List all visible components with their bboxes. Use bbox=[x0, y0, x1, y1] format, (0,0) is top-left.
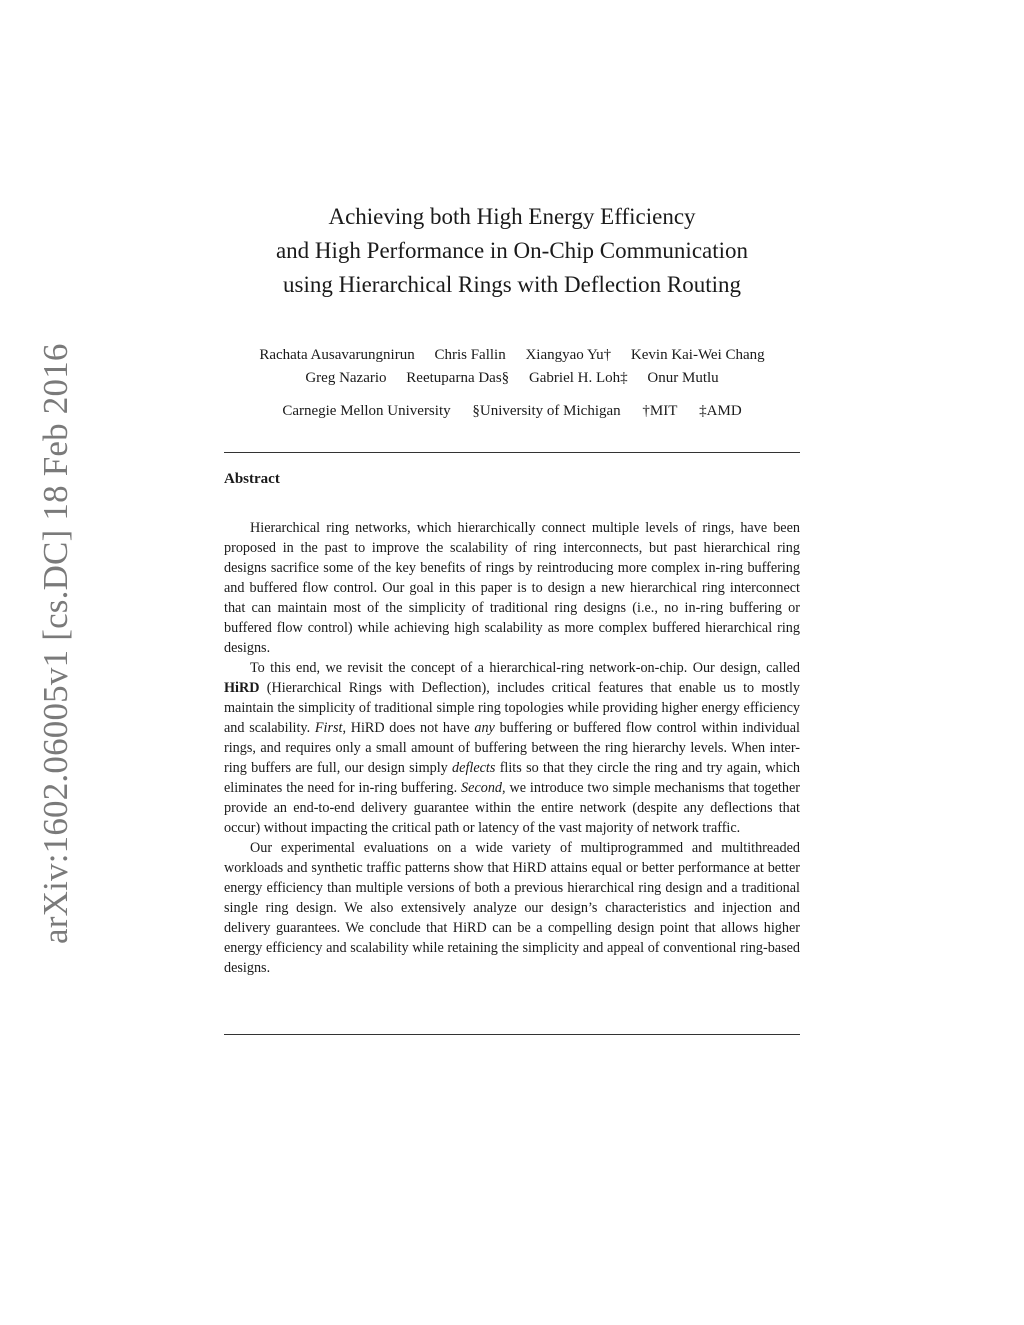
abstract-paragraph-2 bbox=[224, 658, 800, 838]
text-run: flits so that they circle the ring and try again, which eliminates the need for in-ring buffering. bbox=[224, 760, 800, 796]
author-name: Kevin Kai-Wei Chang bbox=[630, 347, 765, 363]
author-name: Rachata Ausavarungnirun bbox=[259, 347, 415, 363]
author-name: Reetuparna Das§ bbox=[406, 370, 510, 386]
emphasis-deflects: deflects bbox=[452, 760, 496, 776]
affiliation: §University of Michigan bbox=[472, 403, 621, 419]
abstract-paragraph-3: Our experimental evaluations on a wide variety of multiprogrammed and multithreaded workloads and synthetic traffic patterns show that HiRD attains equal or better performance at better energy efficiency than multiple versions of both a previous hierarchical ring design and a traditional single ring design. We also extensively analyze our design’s characteristics and injection and delivery guarantees. We conclude that HiRD can be a compelling design point that allows higher energy efficiency and scalability while retaining the simplicity and appeal of conventional ring-based designs. bbox=[224, 840, 800, 976]
emphasis-second: Second bbox=[461, 780, 503, 796]
abstract-heading: Abstract bbox=[224, 471, 280, 487]
author-name: Onur Mutlu bbox=[647, 370, 719, 386]
arxiv-identifier: arXiv:1602.06005v1 [cs.DC] 18 Feb 2016 bbox=[36, 343, 75, 944]
author-name: Xiangyao Yu† bbox=[525, 347, 612, 363]
abstract-paragraph-1: Hierarchical ring networks, which hierarchically connect multiple levels of rings, have been proposed in the past to improve the scalability of ring interconnects, but past hierarchical ring designs sacrifice some of the key benefits of rings by reintroducing more complex in-ring buffering and buffered flow control. Our goal in this paper is to design a new hierarchical ring interconnect that can maintain most of the simplicity of traditional ring designs (i.e., no in-ring buffering or buffered flow control) while achieving high scalability as more complex buffered hierarchical ring designs. bbox=[224, 520, 800, 656]
top-divider bbox=[224, 452, 800, 453]
abstract-body bbox=[224, 518, 800, 978]
author-name: Greg Nazario bbox=[305, 370, 387, 386]
affiliation-list bbox=[160, 400, 864, 422]
affiliation: Carnegie Mellon University bbox=[282, 403, 451, 419]
text-run: buffering or buffered flow control within individual rings, and requires only a small amount of buffering between the ring hierarchy levels. When inter-ring buffers are full, our design simply bbox=[224, 720, 800, 776]
emphasis-first: First bbox=[314, 720, 343, 736]
hird-term: HiRD bbox=[224, 680, 260, 696]
text-run: , we introduce two simple mechanisms that together provide an end-to-end delivery guarantee within the entire network (despite any deflections that occur) without impacting the critical path or latency of the vast majority of network traffic. bbox=[224, 780, 800, 836]
emphasis-any: any bbox=[474, 720, 495, 736]
author-row-2 bbox=[160, 367, 864, 390]
title-line-3: using Hierarchical Rings with Deflection Routing bbox=[283, 272, 741, 297]
author-list bbox=[160, 344, 864, 390]
affiliation: †MIT bbox=[642, 403, 678, 419]
bottom-divider bbox=[224, 1034, 800, 1035]
text-run: (Hierarchical Rings with Deflection), includes critical features that enable us to mostly maintain the simplicity of traditional simple ring topologies while providing higher energy efficiency and scalability. bbox=[224, 680, 800, 736]
text-run: To this end, we revisit the concept of a hierarchical-ring network-on-chip. Our design, called bbox=[250, 660, 800, 676]
title-line-2: and High Performance in On-Chip Communication bbox=[275, 238, 749, 263]
author-name: Chris Fallin bbox=[434, 347, 506, 363]
author-name: Gabriel H. Loh‡ bbox=[528, 370, 628, 386]
affiliation: ‡AMD bbox=[699, 403, 742, 419]
text-run: , HiRD does not have bbox=[342, 720, 475, 736]
paper-title bbox=[224, 200, 800, 302]
title-line-1: Achieving both High Energy Efficiency bbox=[328, 204, 696, 229]
author-row-1 bbox=[160, 344, 864, 367]
